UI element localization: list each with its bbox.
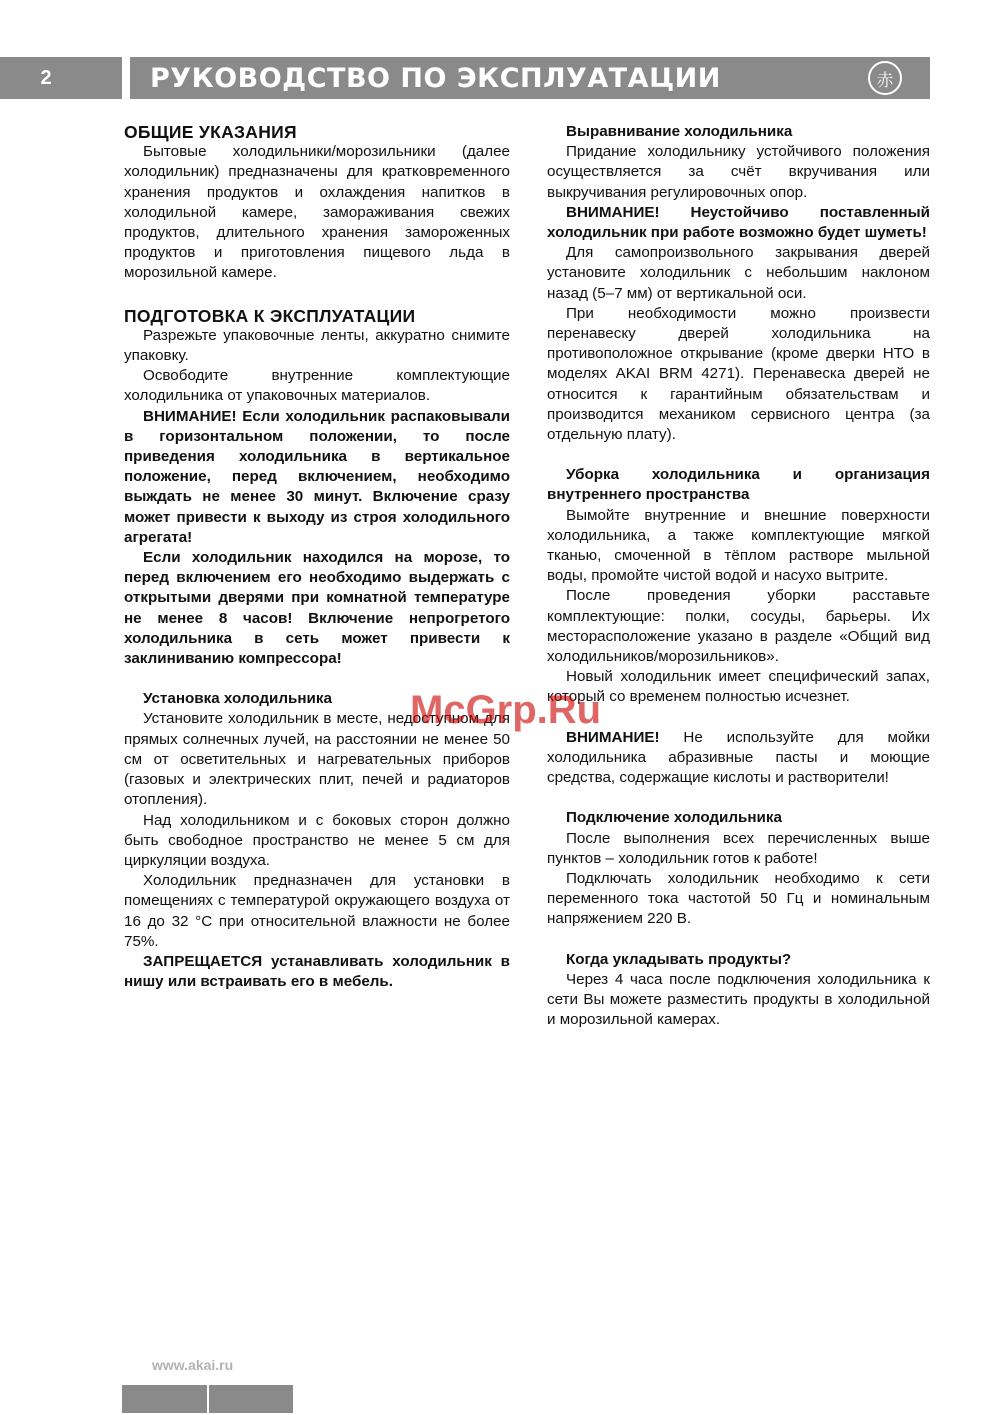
install-forbid <box>124 952 510 992</box>
clean-warning-text: Не используйте для мойки холодильника абразивные пасты и моющие средства, содержащие кислоты и растворители! <box>547 728 930 787</box>
install-paragraph-1: Установите холодильник в месте, недоступном для прямых солнечных лучей, на расстоянии не менее 50 см от осветительных и нагревательных приборов (газовых и электрических плит, печей и радиаторов отопления). <box>124 710 510 809</box>
right-column <box>547 122 930 1030</box>
general-heading: ОБЩИЕ УКАЗАНИЯ <box>124 122 297 142</box>
install-paragraph-2: Над холодильником и с боковых сторон должно быть свободное пространство не менее 5 см для циркуляции воздуха. <box>124 811 510 869</box>
forbid-text: устанавливать холодильник в нишу или встраивать его в мебель. <box>124 952 510 991</box>
connect-paragraph-1: После выполнения всех перечисленных выше пунктов – холодильник готов к работе! <box>547 829 930 867</box>
footer-url[interactable]: www.akai.ru <box>152 1357 234 1373</box>
brand-logo-icon: 赤 <box>868 61 902 95</box>
header-bar <box>130 57 930 99</box>
clean-paragraph-3: Новый холодильник имеет специфический запах, который со временем полностью исчезнет. <box>547 668 930 706</box>
level-paragraph-3: При необходимости можно произвести перенавеску дверей холодильника на противоположное открывание (кроме дверки НТО в моделях AKAI BRM 4271). Перенавеска дверей не относится к гарантийным обязательствам и производится механиком сервисного центра (за отдельную плату). <box>547 304 930 444</box>
prep-heading: ПОДГОТОВКА К ЭКСПЛУАТАЦИИ <box>124 305 416 326</box>
page-title: РУКОВОДСТВО ПО ЭКСПЛУАТАЦИИ <box>150 62 721 94</box>
prep-paragraph-1: Разрежьте упаковочные ленты, аккуратно снимите упаковку. <box>124 326 510 365</box>
clean-warning <box>547 728 930 789</box>
load-heading: Когда укладывать продукты? <box>566 950 792 968</box>
install-paragraph-3: Холодильник предназначен для установки в помещениях с температурой окружающего воздуха от 16 до 32 °С при относительной влажности не более 75%. <box>124 872 510 950</box>
footer-bar-right <box>209 1385 293 1413</box>
level-paragraph-1: Придание холодильнику устойчивого положения осуществляется за счёт вкручивания или выкручивания регулировочных опор. <box>547 143 930 201</box>
level-warning: ВНИМАНИЕ! Неустойчиво поставленный холодильник при работе возможно будет шуметь! <box>547 203 930 242</box>
level-heading: Выравнивание холодильника <box>566 123 793 140</box>
general-paragraph: Бытовые холодильники/морозильники (далее холодильник) предназначены для кратковременного хранения продуктов и охлаждения напитков в холодильной камере, замораживания свежих продуктов, длительного хранения замороженных продуктов и приготовления пищевого льда в морозильной камере. <box>124 143 510 282</box>
footer-bar-left <box>122 1385 207 1413</box>
clean-warning-keyword: ВНИМАНИЕ! <box>566 728 660 746</box>
watermark: McGrp.Ru <box>410 688 602 732</box>
load-paragraph: Через 4 часа после подключения холодильника к сети Вы можете разместить продукты в холодильной и морозильной камерах. <box>547 970 930 1029</box>
forbid-keyword: ЗАПРЕЩАЕТСЯ <box>143 952 263 970</box>
clean-paragraph-2: После проведения уборки расставьте комплектующие: полки, сосуды, барьеры. Их месторасположение указано в разделе «Общий вид холодильников/морозильников». <box>547 587 930 666</box>
page-number: 2 <box>0 57 122 99</box>
prep-paragraph-2: Освободите внутренние комплектующие холодильника от упаковочных материалов. <box>124 367 510 405</box>
prep-warning-2: Если холодильник находился на морозе, то перед включением его необходимо выдержать с открытыми дверями при комнатной температуре не менее 8 часов! Включение непрогретого холодильника в сеть может привести к заклиниванию компрессора! <box>124 549 510 668</box>
clean-heading: Уборка холодильника и организация внутреннего пространства <box>547 466 930 504</box>
prep-warning-1: ВНИМАНИЕ! Если холодильник распаковывали в горизонтальном положении, то после приведения холодильника в вертикальное положение, перед включением, необходимо выждать не менее 30 минут. Включение сразу может привести к выходу из строя холодильного агрегата! <box>124 407 510 546</box>
connect-paragraph-2: Подключать холодильник необходимо к сети переменного тока частотой 50 Гц и номинальным напряжением 220 В. <box>547 869 930 928</box>
left-column <box>124 122 510 992</box>
clean-paragraph-1: Вымойте внутренние и внешние поверхности холодильника, а также комплектующие мягкой тканью, смоченной в тёплом растворе мыльной воды, промойте чистой водой и насухо вытрите. <box>547 506 930 585</box>
install-heading: Установка холодильника <box>143 690 332 708</box>
level-paragraph-2: Для самопроизвольного закрывания дверей установите холодильник с небольшим наклоном назад (5–7 мм) от вертикальной оси. <box>547 244 930 302</box>
connect-heading: Подключение холодильника <box>566 809 782 827</box>
